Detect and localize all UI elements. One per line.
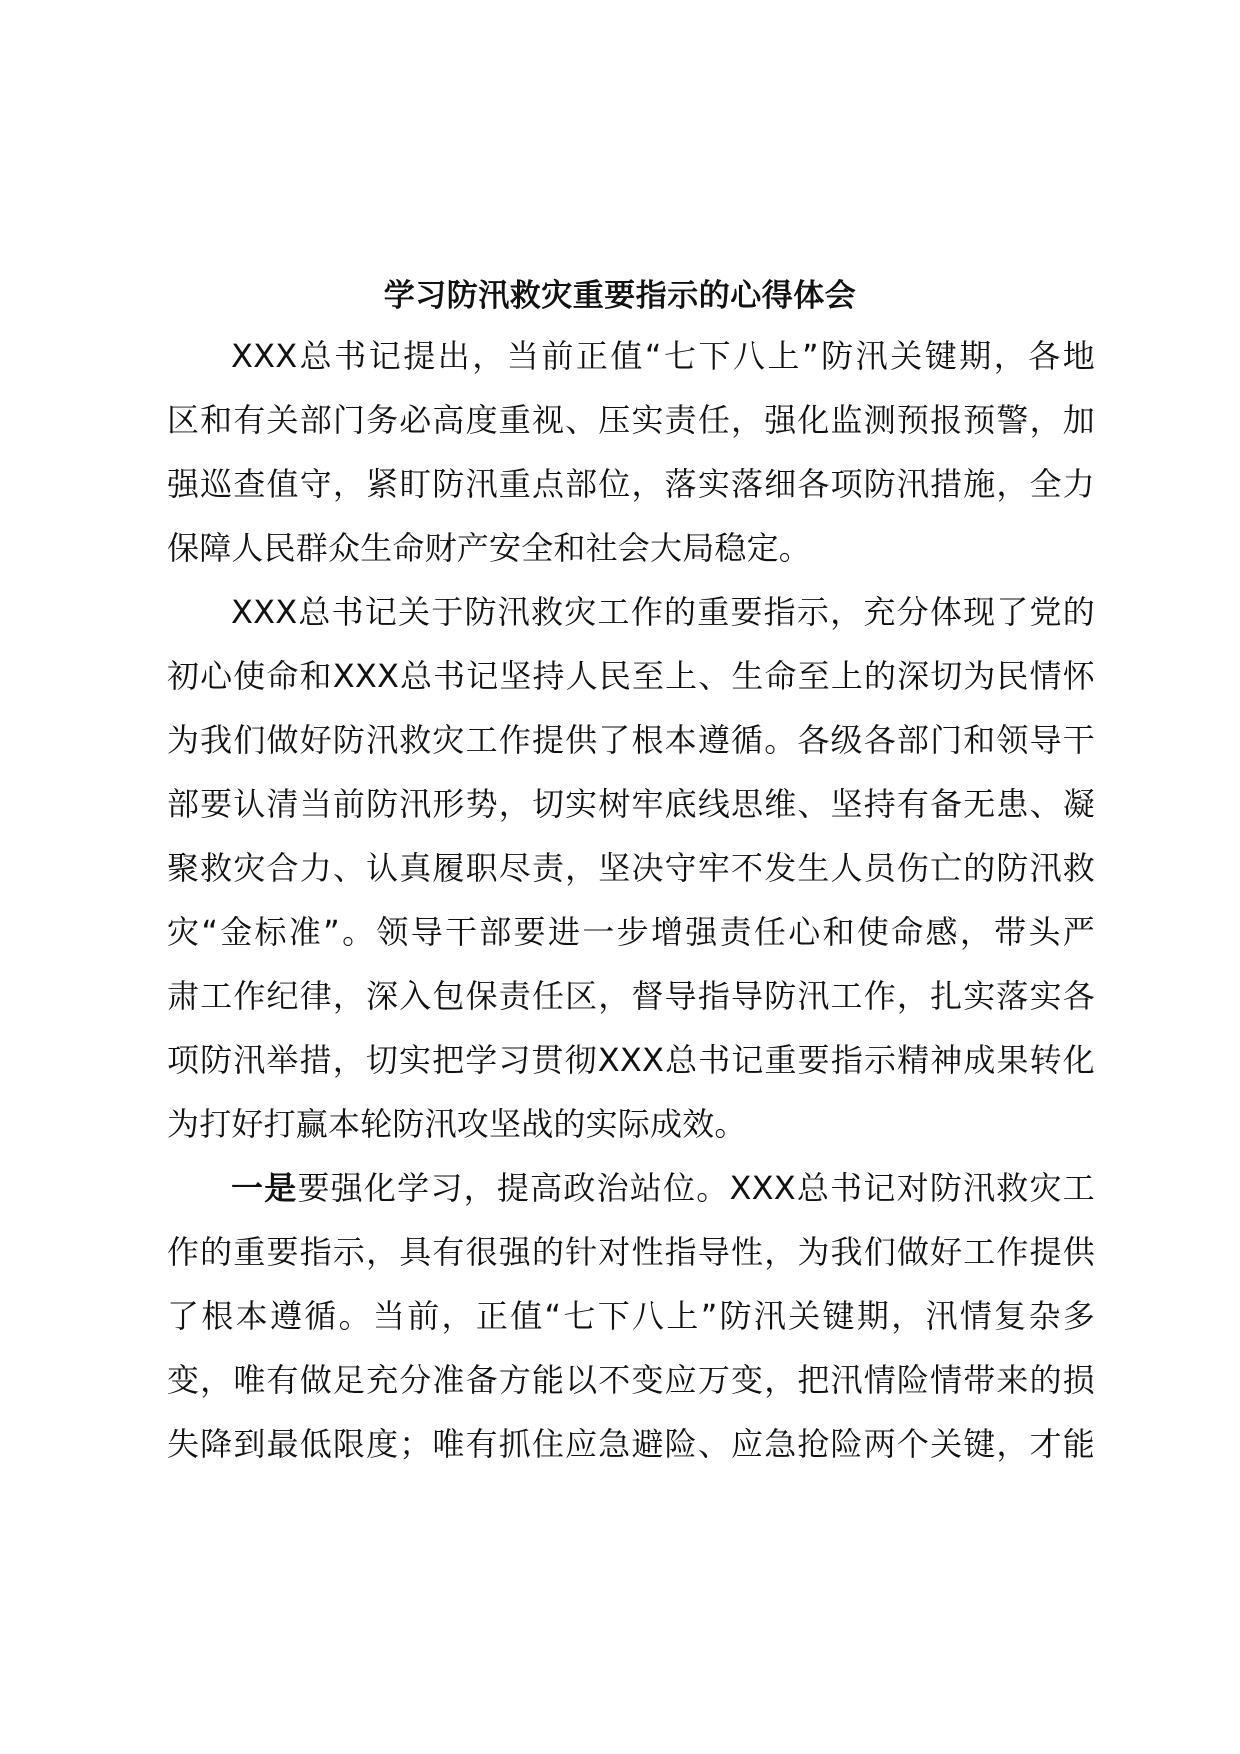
- paragraph-2-line-5: 聚救灾合力、认真履职尽责，坚决守牢不发生人员伤亡的防汛救: [167, 849, 1095, 887]
- paragraph-2-line-9: 为打好打赢本轮防汛攻坚战的实际成效。: [167, 1105, 747, 1143]
- paragraph-3-lead-rest: 要强化学习，提高政治站位。XXX总书记对防汛救灾工: [297, 1169, 1095, 1207]
- paragraph-1-line-4: 保障人民群众生命财产安全和社会大局稳定。: [167, 529, 812, 567]
- paragraph-2-line-8: 项防汛举措，切实把学习贯彻XXX总书记重要指示精神成果转化: [167, 1041, 1095, 1079]
- paragraph-2-line-7: 肃工作纪律，深入包保责任区，督导指导防汛工作，扎实落实各: [167, 977, 1095, 1015]
- paragraph-3-line-4: 变，唯有做足充分准备方能以不变应万变，把汛情险情带来的损: [167, 1361, 1095, 1399]
- paragraph-3-line-1: [231, 1156, 1095, 1220]
- document-title: 学习防汛救灾重要指示的心得体会: [383, 278, 857, 314]
- paragraph-1-line-3: 强巡查值守，紧盯防汛重点部位，落实落细各项防汛措施，全力: [167, 465, 1095, 503]
- paragraph-3-line-5: 失降到最低限度；唯有抓住应急避险、应急抢险两个关键，才能: [167, 1425, 1095, 1463]
- paragraph-2-line-1: XXX总书记关于防汛救灾工作的重要指示，充分体现了党的: [231, 593, 1095, 631]
- paragraph-2-line-3: 为我们做好防汛救灾工作提供了根本遵循。各级各部门和领导干: [167, 721, 1095, 759]
- paragraph-3-lead-bold: 一是: [231, 1169, 298, 1207]
- paragraph-2-line-2: 初心使命和XXX总书记坚持人民至上、生命至上的深切为民情怀: [167, 657, 1095, 695]
- paragraph-2-line-6: 灾“金标准”。领导干部要进一步增强责任心和使命感，带头严: [167, 913, 1095, 951]
- paragraph-3-line-2: 作的重要指示，具有很强的针对性指导性，为我们做好工作提供: [167, 1233, 1095, 1271]
- paragraph-2-line-4: 部要认清当前防汛形势，切实树牢底线思维、坚持有备无患、凝: [167, 785, 1095, 823]
- paragraph-1-line-2: 区和有关部门务必高度重视、压实责任，强化监测预报预警，加: [167, 401, 1095, 439]
- paragraph-3-line-3: 了根本遵循。当前，正值“七下八上”防汛关键期，汛情复杂多: [167, 1297, 1095, 1335]
- paragraph-1-line-1: XXX总书记提出，当前正值“七下八上”防汛关键期，各地: [231, 337, 1095, 375]
